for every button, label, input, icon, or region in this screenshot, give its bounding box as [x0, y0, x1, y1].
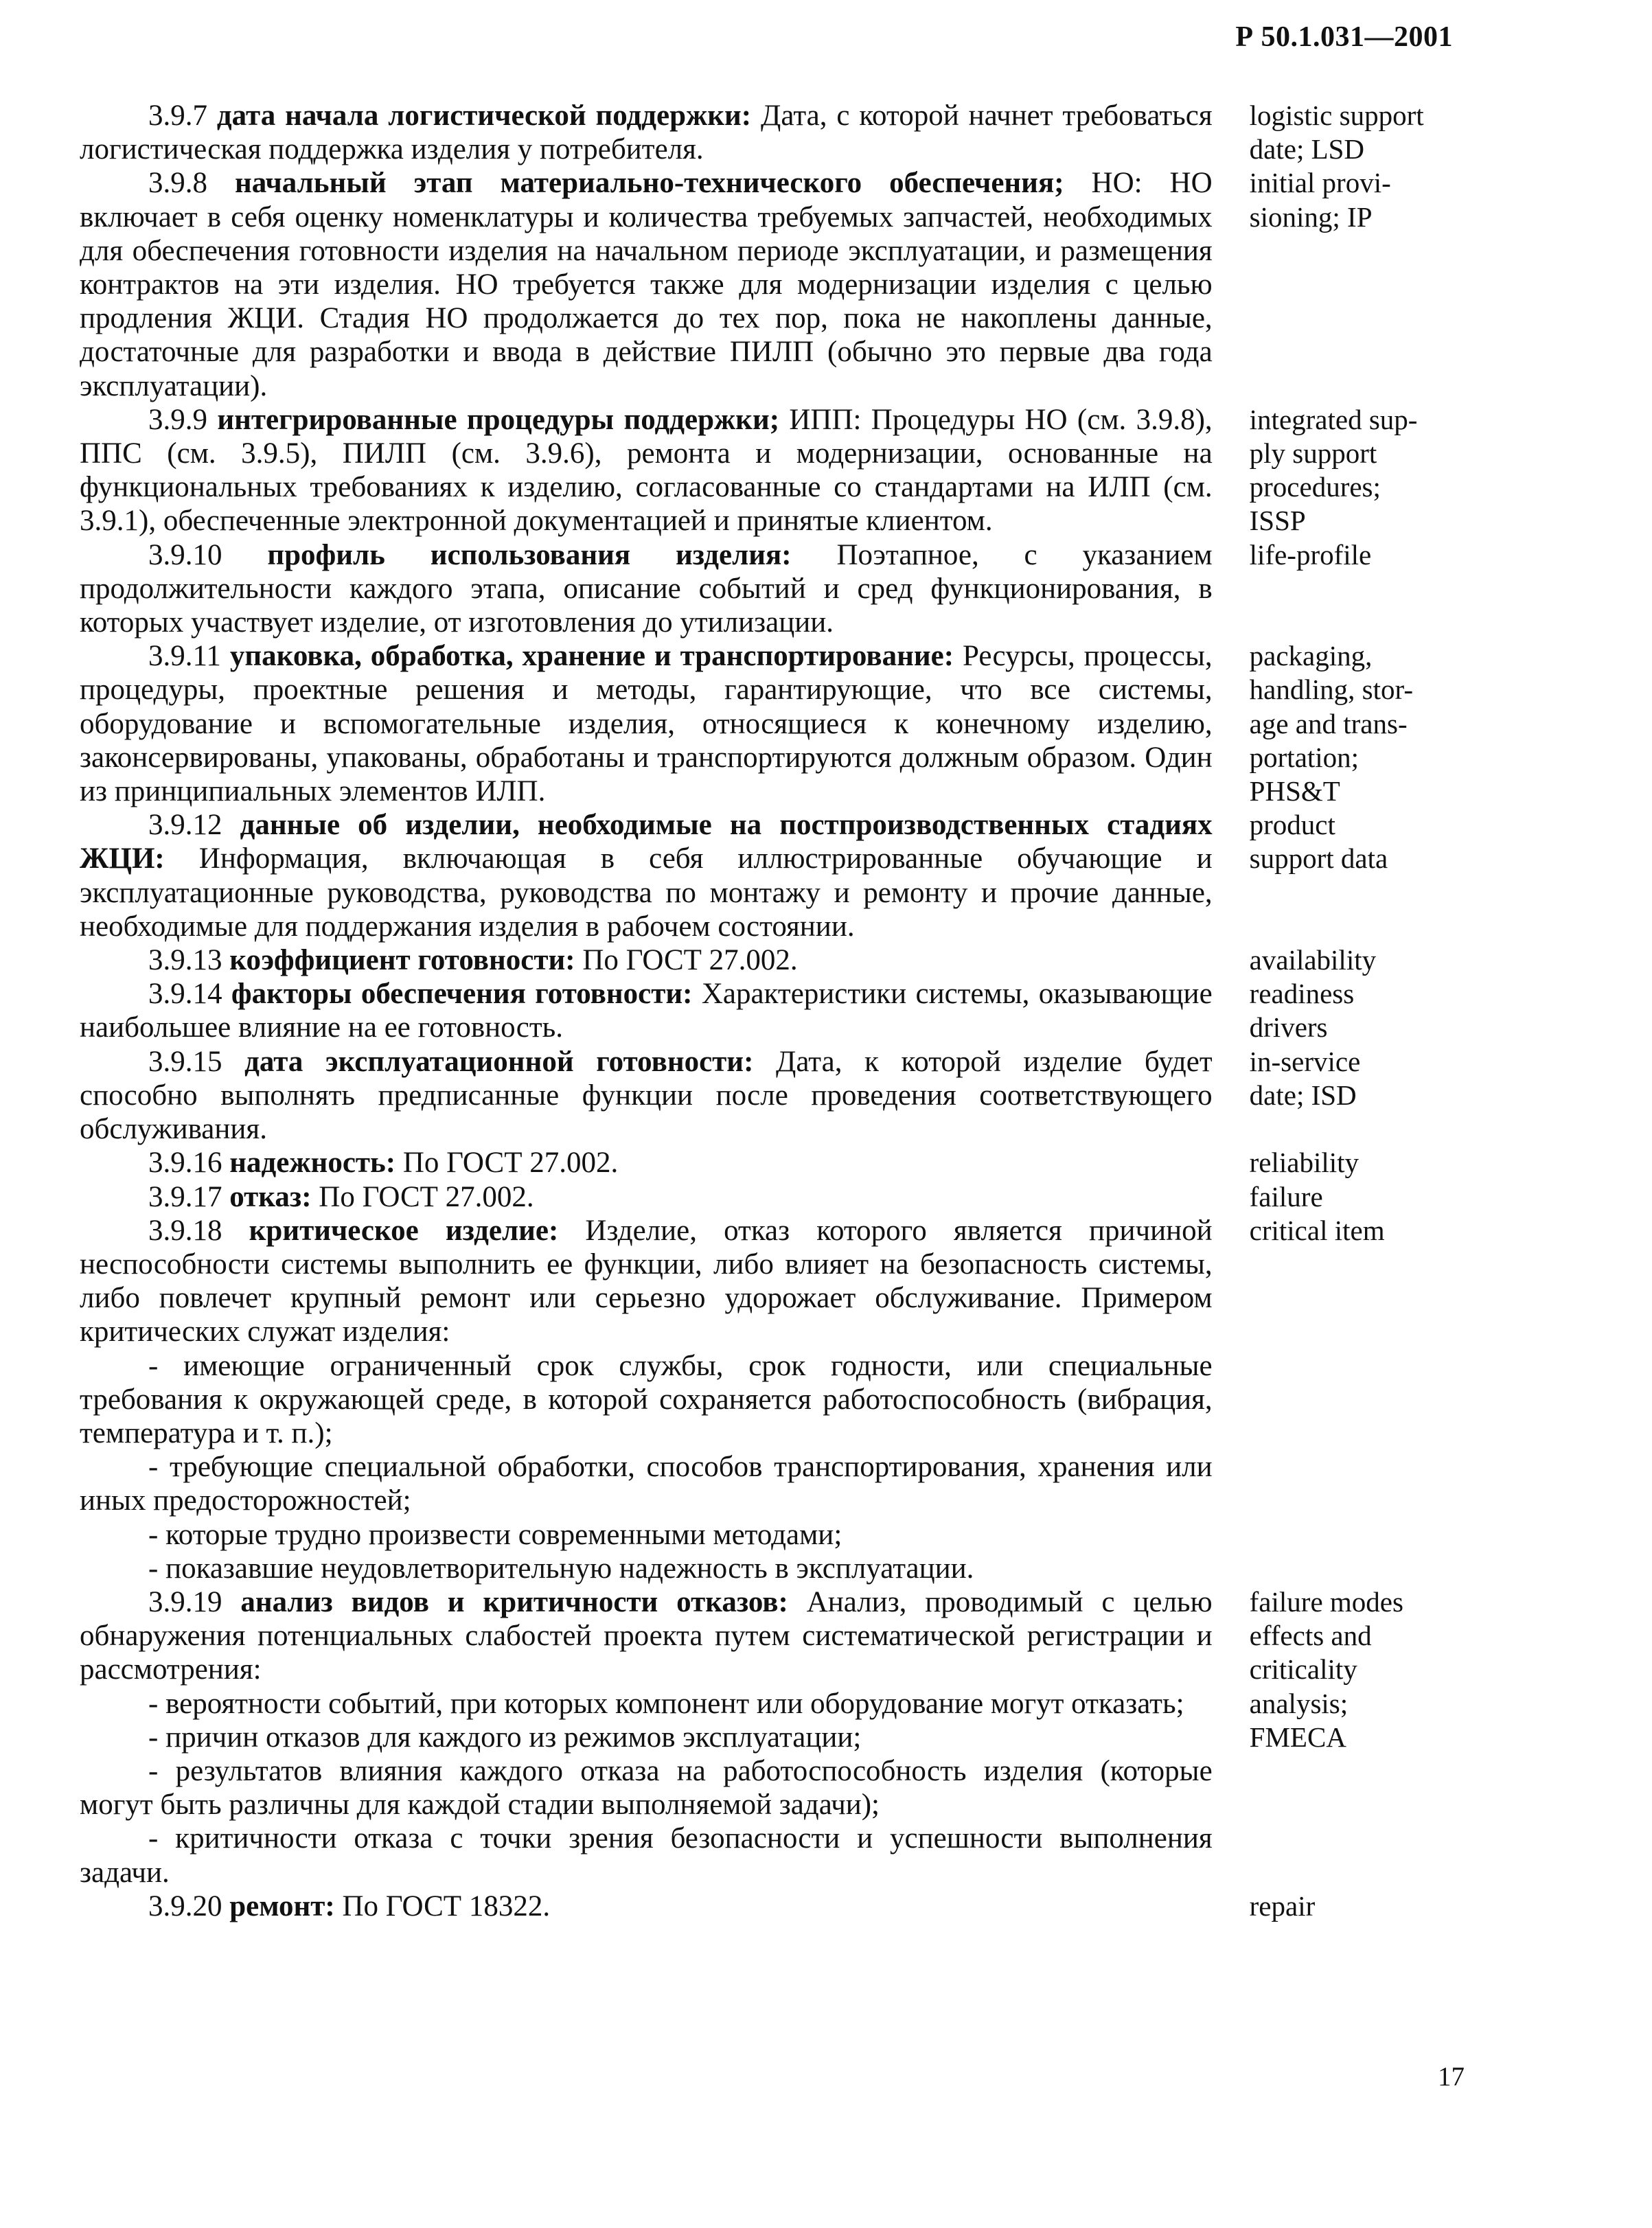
entry-text: По ГОСТ 27.002. [575, 944, 798, 977]
english-term-line: packaging, [1249, 640, 1373, 672]
glossary-entry [80, 403, 1453, 538]
entry-definition [80, 1585, 1213, 1687]
entry-english-term [1250, 1146, 1453, 1180]
entry-english-term [1250, 1214, 1453, 1248]
english-term-line: drivers [1249, 1011, 1328, 1044]
glossary-entry [80, 99, 1453, 166]
entry-term: дата начала логистической поддержки: [216, 100, 752, 132]
glossary-entry [80, 1585, 1453, 1890]
english-term-line: sioning; IP [1249, 200, 1373, 233]
entry-text: Поэтапное, с указанием продолжительности каждого этапа, описание событий и сред функционирования, в которых участвует изделие, от изготовления до утилизации. [80, 538, 1213, 639]
entry-term: отказ: [229, 1180, 312, 1213]
entry-term: дата эксплуатационной готовности: [244, 1045, 754, 1078]
entry-number: 3.9.10 [148, 538, 222, 571]
entry-text: По ГОСТ 27.002. [395, 1147, 619, 1180]
glossary-entry [80, 1214, 1453, 1585]
entry-definition [80, 99, 1213, 166]
list-item: - имеющие ограниченный срок службы, срок годности, или специальные требования к окружающей среде, в которой сохраняется работоспособность (вибрация, температура и т. п.); [80, 1349, 1213, 1449]
entry-term: данные об изделии, необходимые на постпроизводственных стадиях ЖЦИ: [80, 809, 1213, 875]
entry-term: профиль использования изделия: [267, 538, 792, 571]
entry-russian-text [80, 538, 1213, 640]
entry-number: 3.9.16 [148, 1147, 222, 1180]
entry-english-term [1250, 403, 1453, 538]
entry-definition [80, 1045, 1213, 1147]
english-term-line: date; ISD [1249, 1079, 1357, 1111]
glossary-entry [80, 639, 1453, 808]
entry-russian-text [80, 166, 1213, 402]
glossary-entry [80, 1180, 1453, 1214]
entry-definition [80, 1146, 1213, 1180]
entry-definition [80, 943, 1213, 977]
entry-english-term [1250, 943, 1453, 977]
entry-russian-text [80, 977, 1213, 1044]
list-item: - причин отказов для каждого из режимов эксплуатации; [148, 1721, 862, 1754]
entry-text: НО: НО включает в себя оценку номенклатуры и количества требуемых запчастей, необходимых для обеспечения готовности изделия на начальном периоде эксплуатации, и размещения контрактов на эти изделия. НО требуется также для модернизации изделия с целью продления ЖЦИ. Стадия НО продолжается до тех пор, пока не накоплены данные, достаточные для разработки и ввода в действие ПИЛП (обычно это первые два года эксплуатации). [80, 167, 1213, 402]
list-item: - критичности отказа с точки зрения безопасности и успешности выполнения задачи. [80, 1822, 1213, 1889]
entry-definition [80, 639, 1213, 808]
english-term-line: initial provi- [1249, 167, 1391, 199]
english-term-line: failure [1249, 1180, 1323, 1213]
english-term-line: procedures; [1249, 471, 1381, 503]
list-item: - требующие специальной обработки, способов транспортирования, хранения или иных предосторожностей; [80, 1451, 1213, 1517]
glossary-entry [80, 977, 1453, 1044]
entry-text: Информация, включающая в себя иллюстрированные обучающие и эксплуатационные руководства, руководства по монтажу и ремонту и прочие данные, необходимые для поддержания изделия в рабочем состоянии. [80, 842, 1213, 943]
english-term-line: portation; [1249, 741, 1360, 773]
entry-definition [80, 977, 1213, 1044]
entry-term: начальный этап материально-технического обеспечения; [234, 167, 1064, 200]
entry-number: 3.9.8 [148, 167, 207, 200]
entry-text: Ресурсы, процессы, процедуры, проектные решения и методы, гарантирующие, что все системы, оборудование и вспомогательные изделия, относящиеся к конечному изделию, законсервированы, упакованы, обработаны и транспортируются должным образом. Один из принципиальных элементов ИЛП. [80, 640, 1213, 808]
entry-term: ремонт: [229, 1890, 335, 1922]
english-term-line: critical item [1249, 1214, 1385, 1246]
english-term-line: support data [1249, 842, 1388, 875]
entry-russian-text [80, 1045, 1213, 1147]
entry-term: интегрированные процедуры поддержки; [217, 403, 780, 436]
english-term-line: PHS&T [1249, 775, 1340, 807]
entry-number: 3.9.19 [148, 1585, 222, 1618]
entry-text: ИПП: Процедуры НО (см. 3.9.8), ППС (см. 3.9.5), ПИЛП (см. 3.9.6), ремонта и модернизации, основанные на функциональных требованиях к изделию, согласованные со стандартами на ИЛП (см. 3.9.1), обеспеченные электронной документацией и принятые клиентом. [80, 403, 1213, 538]
entry-russian-text [80, 1890, 1213, 1923]
entry-number: 3.9.13 [148, 944, 222, 977]
english-term-line: handling, stor- [1249, 674, 1413, 706]
english-term-line: criticality [1249, 1653, 1357, 1686]
english-term-line: reliability [1249, 1147, 1360, 1179]
entry-english-term [1250, 538, 1453, 572]
english-term-line: in-service [1249, 1045, 1361, 1077]
english-term-line: FMECA [1249, 1721, 1346, 1753]
entry-english-term [1250, 1890, 1453, 1923]
english-term-line: availability [1249, 944, 1377, 976]
entry-term: анализ видов и критичности отказов: [240, 1585, 788, 1618]
glossary-entry [80, 808, 1453, 943]
english-term-line: logistic support [1249, 100, 1424, 131]
english-term-line: failure modes [1249, 1585, 1403, 1618]
entry-term: упаковка, обработка, хранение и транспортирование: [229, 640, 954, 673]
entry-russian-text [80, 808, 1213, 943]
entry-russian-text [80, 403, 1213, 538]
english-term-line: effects and [1249, 1620, 1372, 1652]
list-item: - вероятности событий, при которых компонент или оборудование могут отказать; [148, 1687, 1184, 1720]
entry-definition [80, 1180, 1213, 1214]
list-item: - показавшие неудовлетворительную надежность в эксплуатации. [148, 1552, 974, 1585]
glossary-entry [80, 1146, 1453, 1180]
entry-definition [80, 403, 1213, 538]
list-item: - которые трудно произвести современными методами; [148, 1518, 842, 1551]
entry-text: Дата, с которой начнет требоваться логистическая поддержка изделия у потребителя. [80, 100, 1213, 166]
english-term-line: life-profile [1249, 538, 1372, 571]
english-term-line: integrated sup- [1249, 403, 1418, 435]
entry-number: 3.9.14 [148, 978, 222, 1011]
glossary-entry [80, 1045, 1453, 1147]
entry-definition [80, 1214, 1213, 1349]
glossary-entry [80, 538, 1453, 640]
entry-english-term [1250, 99, 1453, 166]
glossary-entry [80, 1890, 1453, 1923]
english-term-line: repair [1249, 1890, 1316, 1922]
glossary-entries [80, 99, 1453, 1923]
entry-english-term [1250, 1180, 1453, 1214]
english-term-line: product [1249, 809, 1335, 841]
entry-number: 3.9.9 [148, 403, 207, 436]
entry-russian-text [80, 1146, 1213, 1180]
entry-russian-text [80, 1214, 1213, 1585]
english-term-line: date; LSD [1249, 133, 1365, 165]
entry-number: 3.9.11 [148, 640, 221, 673]
entry-term: факторы обеспечения готовности: [231, 978, 693, 1011]
entry-russian-text [80, 99, 1213, 166]
english-term-line: ply support [1249, 437, 1377, 470]
entry-russian-text [80, 1180, 1213, 1214]
entry-text: Характеристики системы, оказывающие наибольшее влияние на ее готовность. [80, 978, 1213, 1044]
entry-russian-text [80, 1585, 1213, 1890]
entry-english-term [1250, 166, 1453, 233]
page-number: 17 [1438, 2062, 1465, 2091]
entry-term: надежность: [229, 1147, 396, 1180]
entry-text: Анализ, проводимый с целью обнаружения потенциальных слабостей проекта путем систематической регистрации и рассмотрения: [80, 1585, 1213, 1686]
entry-english-term [1250, 808, 1453, 875]
entry-russian-text [80, 943, 1213, 977]
english-term-line: age and trans- [1249, 707, 1408, 739]
entry-english-term [1250, 1585, 1453, 1754]
entry-number: 3.9.12 [148, 809, 222, 842]
entry-text: Изделие, отказ которого является причиной неспособности системы выполнить ее функции, либо влияет на безопасность системы, либо повлечет крупный ремонт или серьезно удорожает обслуживание. Примером критических служат изделия: [80, 1214, 1213, 1348]
entry-definition [80, 1890, 1213, 1923]
glossary-entry [80, 166, 1453, 402]
standard-code-header: Р 50.1.031—2001 [1235, 21, 1453, 53]
english-term-line: readiness [1249, 978, 1355, 1010]
entry-number: 3.9.18 [148, 1214, 222, 1247]
entry-english-term [1250, 977, 1453, 1044]
entry-text: По ГОСТ 18322. [334, 1890, 551, 1922]
entry-number: 3.9.7 [148, 100, 207, 132]
entry-russian-text [80, 639, 1213, 808]
entry-definition [80, 166, 1213, 402]
entry-term: коэффициент готовности: [229, 944, 575, 977]
entry-text: По ГОСТ 27.002. [311, 1180, 534, 1213]
english-term-line: ISSP [1249, 505, 1306, 537]
entry-definition [80, 808, 1213, 943]
english-term-line: analysis; [1249, 1687, 1349, 1719]
entry-definition [80, 538, 1213, 640]
entry-term: критическое изделие: [249, 1214, 559, 1247]
entry-number: 3.9.17 [148, 1180, 222, 1213]
entry-number: 3.9.20 [148, 1890, 222, 1922]
entry-text: Дата, к которой изделие будет способно выполнять предписанные функции после проведения соответствующего обслуживания. [80, 1045, 1213, 1146]
entry-number: 3.9.15 [148, 1045, 222, 1078]
glossary-entry [80, 943, 1453, 977]
entry-english-term [1250, 639, 1453, 808]
list-item: - результатов влияния каждого отказа на работоспособность изделия (которые могут быть различны для каждой стадии выполняемой задачи); [80, 1754, 1213, 1822]
entry-english-term [1250, 1045, 1453, 1112]
